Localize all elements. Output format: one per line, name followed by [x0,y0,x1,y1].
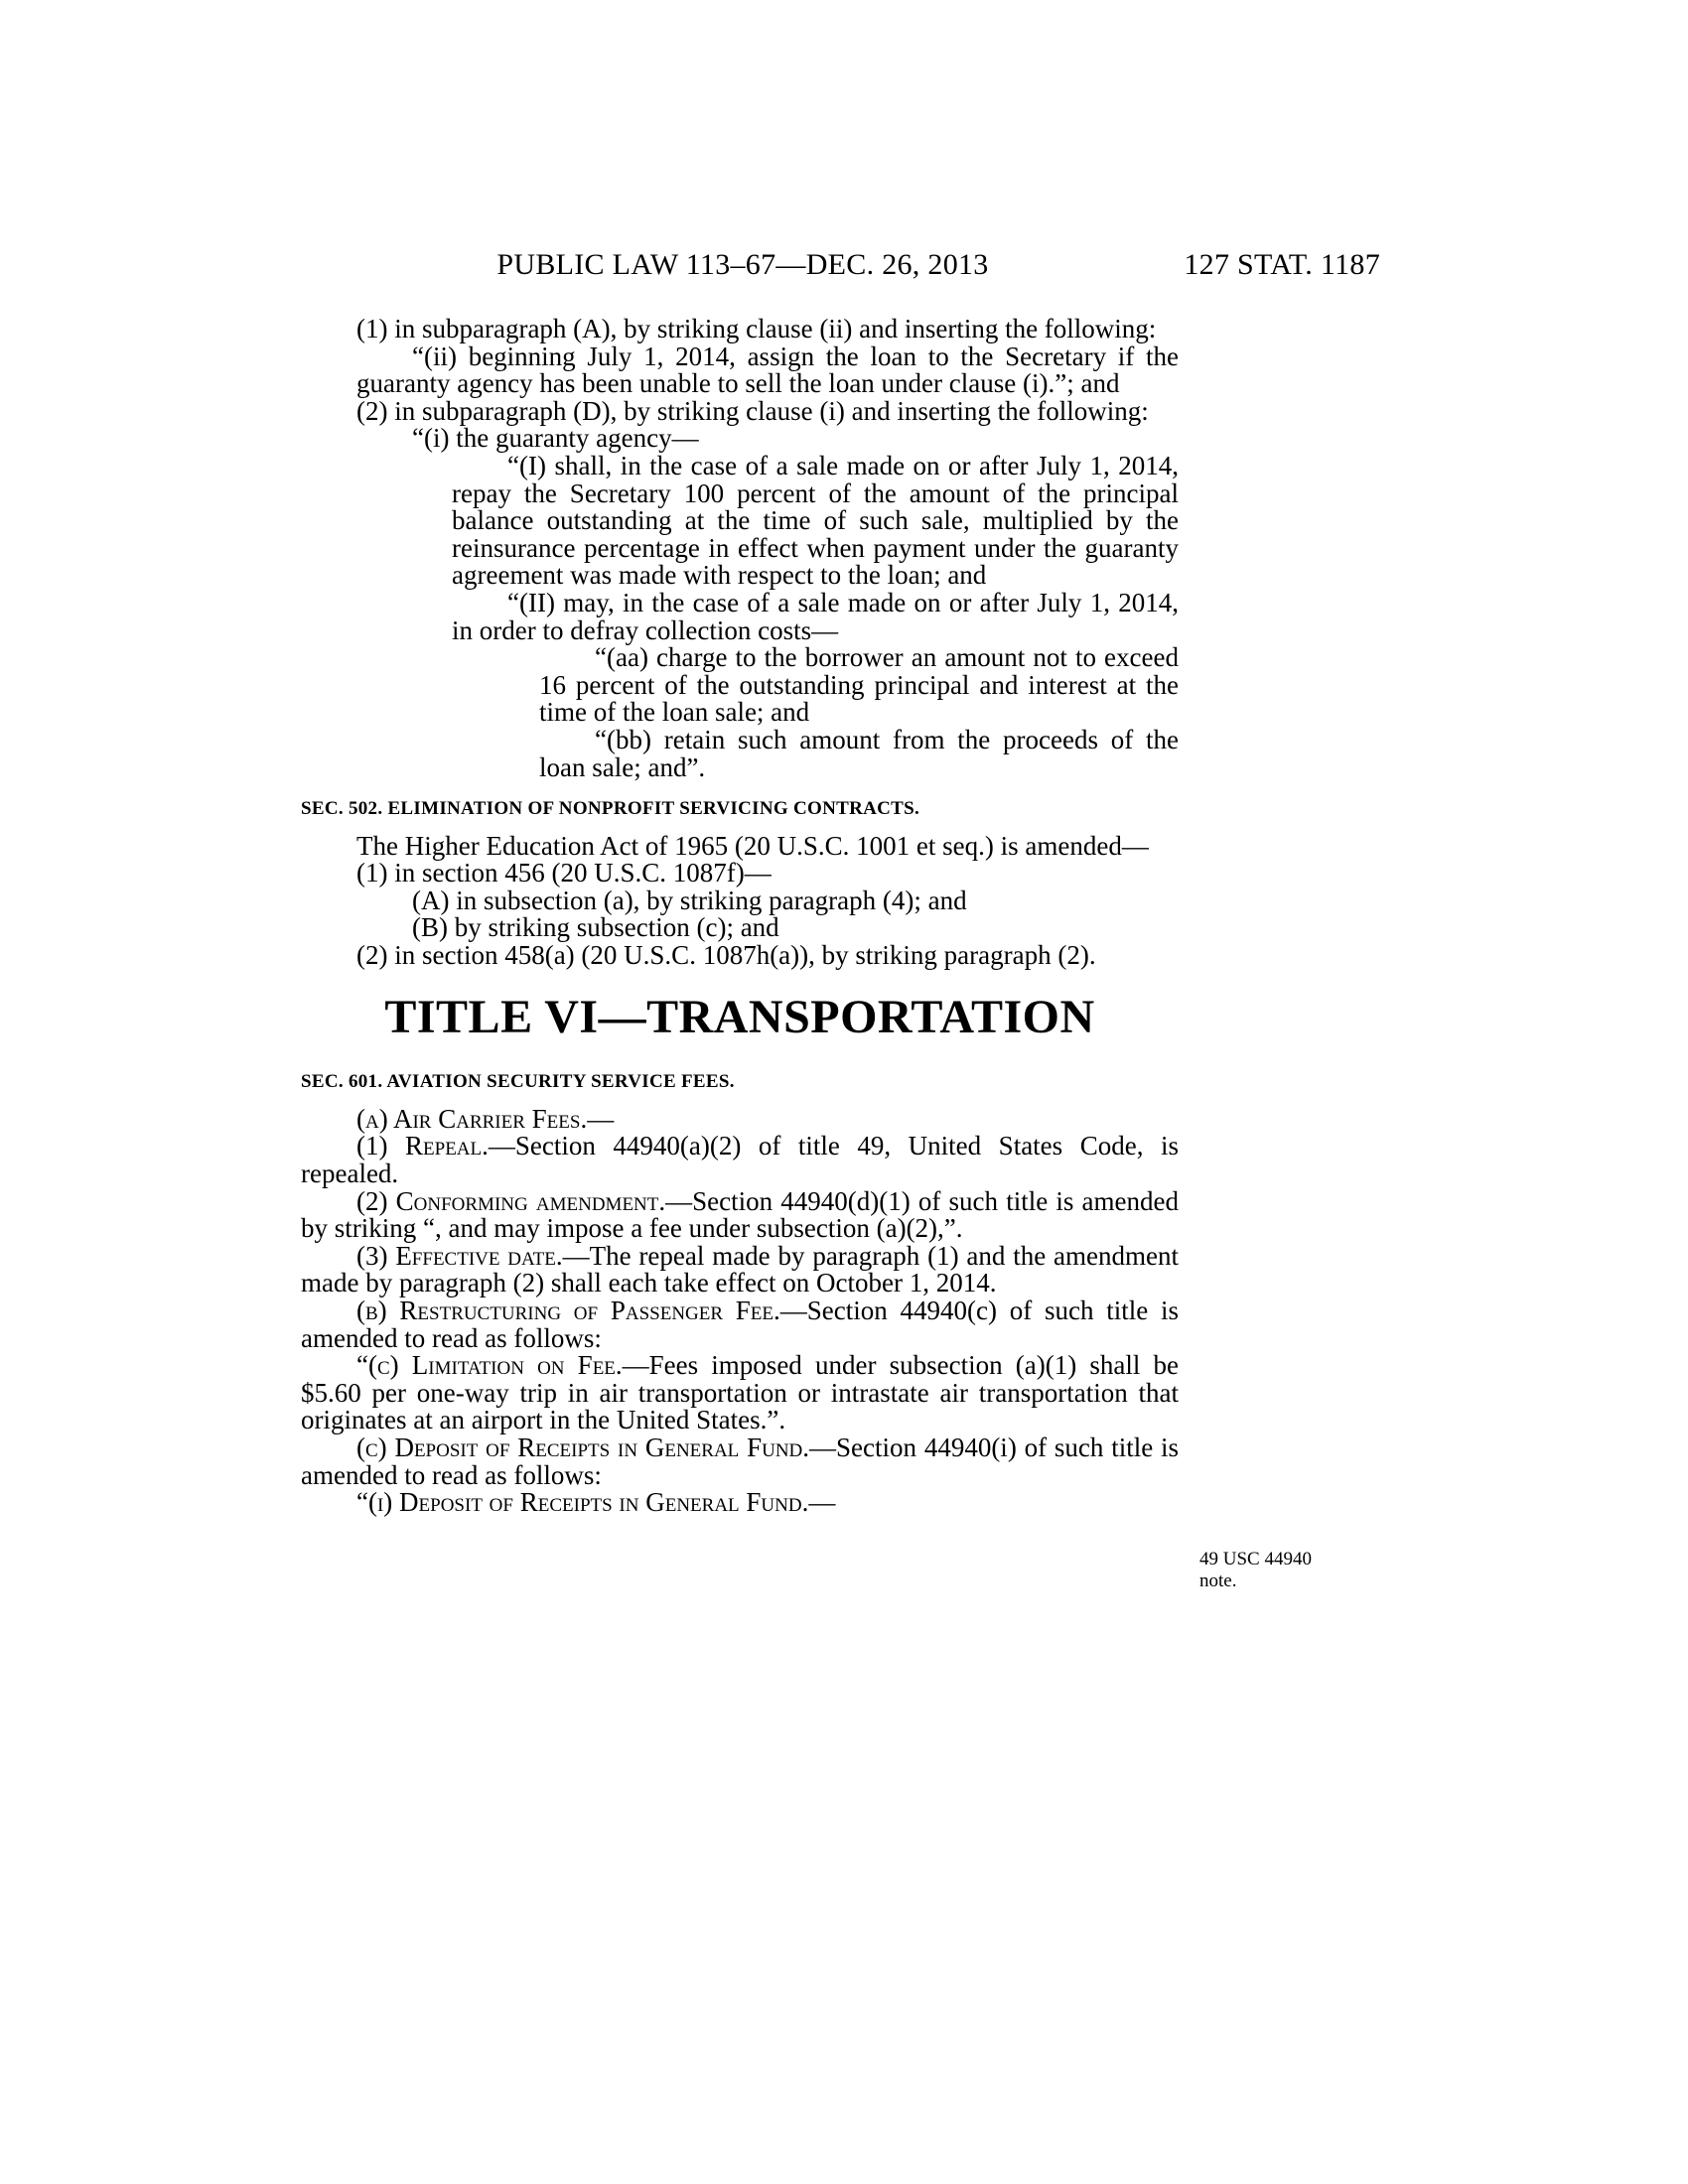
margin-note [1199,1549,1348,1592]
quoted-subsection [301,1352,1179,1434]
quoted-item: “(bb) retain such amount from the proceeds of the loan sale; and”. [539,724,1179,782]
paragraph-text: —Section 44940(d)(1) of such title is amended by striking “, and may impose a fee under subsection (a)(2),”. [301,1185,1179,1244]
quoted-subclause: “(II) may, in the case of a sale made on or after July 1, 2014, in order to defray collection costs— [452,587,1179,645]
paragraph-label: (3) Effective date. [356,1240,563,1271]
subsection-label: (c) Deposit of Receipts in General Fund. [356,1432,810,1462]
paragraph: (1) in section 456 (20 U.S.C. 1087f)— [356,858,772,888]
paragraph: (2) in section 458(a) (20 U.S.C. 1087h(a)), by striking paragraph (2). [356,940,1096,971]
subsection-heading [301,1103,1179,1134]
quoted-clause: “(ii) beginning July 1, 2014, assign the loan to the Secretary if the guaranty agency has been unable to sell the loan under clause (i).”; and [356,341,1179,399]
running-header: PUBLIC LAW 113–67—DEC. 26, 2013 [496,248,989,281]
subsection-label: “(i) Deposit of Receipts in General Fund.— [356,1487,836,1518]
document-body [301,316,1179,1517]
section-heading: SEC. 601. AVIATION SECURITY SERVICE FEES. [301,1071,735,1093]
subsection-label: (b) Restructuring of Passenger Fee. [356,1296,780,1325]
subparagraph: (A) in subsection (a), by striking paragraph (4); and [412,885,967,915]
paragraph-label: (2) Conforming amendment. [356,1185,666,1216]
paragraph-text: —Section 44940(i) of such title is amended to read as follows: [301,1432,1179,1490]
paragraph: (2) in subparagraph (D), by striking clause (i) and inserting the following: [356,395,1149,426]
paragraph [245,1185,1179,1244]
quoted-item: “(aa) charge to the borrower an amount not to exceed 16 percent of the outstanding principal and interest at the time of the loan sale; and [539,642,1179,728]
margin-note-citation: 49 USC 44940 [1199,1549,1312,1570]
paragraph-text: —The repeal made by paragraph (1) and the amendment made by paragraph (2) shall each take effect on October 1, 2014. [301,1240,1179,1298]
title-heading: TITLE VI—TRANSPORTATION [384,990,1095,1043]
subsection-label: (a) Air Carrier Fees.— [356,1103,615,1134]
paragraph [245,1133,1179,1187]
quoted-subsection [301,1489,1179,1517]
paragraph-text: —Section 44940(a)(2) of title 49, United States Code, is repealed. [301,1131,1179,1189]
paragraph: (1) in subparagraph (A), by striking clause (ii) and inserting the following: [356,314,1157,343]
paragraph [301,1297,1179,1352]
subparagraph: (B) by striking subsection (c); and [412,912,779,943]
paragraph-text: —Fees imposed under subsection (a)(1) shall be $5.60 per one-way trip in air transportation or intrastate air transportation that originates at an airport in the United States.”. [301,1350,1179,1435]
paragraph-label: (1) Repeal. [356,1131,489,1161]
paragraph: The Higher Education Act of 1965 (20 U.S.C. 1001 et seq.) is amended— [356,830,1149,861]
subsection-label: “(c) Limitation on Fee. [356,1350,623,1381]
quoted-clause: “(i) the guaranty agency— [412,423,699,454]
paragraph [301,1434,1179,1489]
section-heading: SEC. 502. ELIMINATION OF NONPROFIT SERVICING CONTRACTS. [301,798,920,820]
paragraph-text: —Section 44940(c) of such title is amended to read as follows: [301,1296,1180,1353]
paragraph [245,1240,1179,1298]
quoted-subclause: “(I) shall, in the case of a sale made on or after July 1, 2014, repay the Secretary 100 percent of the amount of the principal balance outstanding at the time of such sale, multiplied by the reinsurance percentage in effect when payment under the guaranty agreement was made with respect to the loan; and [452,450,1179,591]
statute-page-number: 127 STAT. 1187 [1184,248,1380,281]
margin-note-label: note. [1199,1570,1237,1591]
